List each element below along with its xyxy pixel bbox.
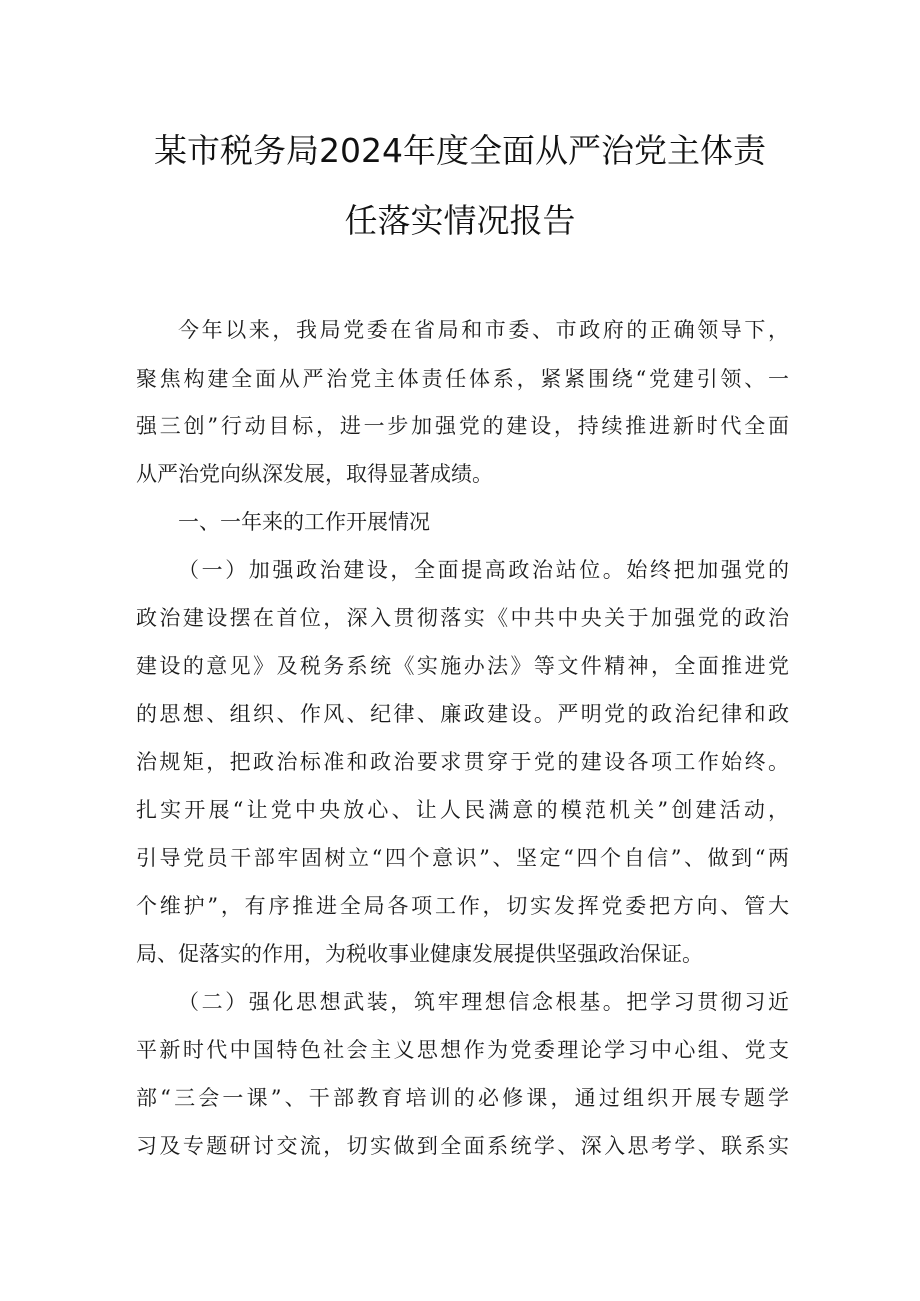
paragraph-1-line-5: 治规矩，把政治标准和政治要求贯穿于党的建设各项工作始终。 bbox=[136, 750, 789, 774]
paragraph-intro-line-1: 今年以来，我局党委在省局和市委、市政府的正确领导下， bbox=[178, 318, 789, 342]
paragraph-2-line-3: 部“三会一课”、干部教育培训的必修课，通过组织开展专题学 bbox=[136, 1086, 789, 1110]
paragraph-2-line-1: （二）强化思想武装，筑牢理想信念根基。把学习贯彻习近 bbox=[178, 990, 789, 1014]
document-title-line-2: 任落实情况报告 bbox=[344, 201, 576, 240]
paragraph-1-line-7: 引导党员干部牢固树立“四个意识”、坚定“四个自信”、做到“两 bbox=[136, 846, 789, 870]
section-heading-1: 一、一年来的工作开展情况 bbox=[178, 510, 430, 534]
paragraph-intro-line-3: 强三创”行动目标，进一步加强党的建设，持续推进新时代全面 bbox=[136, 414, 789, 438]
paragraph-2-line-2: 平新时代中国特色社会主义思想作为党委理论学习中心组、党支 bbox=[136, 1038, 789, 1062]
paragraph-1-line-2: 政治建设摆在首位，深入贯彻落实《中共中央关于加强党的政治 bbox=[136, 606, 789, 630]
paragraph-1-line-6: 扎实开展“让党中央放心、让人民满意的模范机关”创建活动， bbox=[136, 798, 789, 822]
paragraph-1-line-3: 建设的意见》及税务系统《实施办法》等文件精神，全面推进党 bbox=[136, 654, 789, 678]
paragraph-2-line-4: 习及专题研讨交流，切实做到全面系统学、深入思考学、联系实 bbox=[136, 1134, 789, 1158]
paragraph-intro-line-2: 聚焦构建全面从严治党主体责任体系，紧紧围绕“党建引领、一 bbox=[136, 367, 789, 391]
paragraph-1-line-9: 局、促落实的作用，为税收事业健康发展提供坚强政治保证。 bbox=[136, 942, 703, 966]
document-title-line-1: 某市税务局2024年度全面从严治党主体责 bbox=[154, 131, 766, 170]
paragraph-1-line-4: 的思想、组织、作风、纪律、廉政建设。严明党的政治纪律和政 bbox=[136, 702, 789, 726]
paragraph-1-line-8: 个维护”，有序推进全局各项工作，切实发挥党委把方向、管大 bbox=[136, 894, 789, 918]
paragraph-1-line-1: （一）加强政治建设，全面提高政治站位。始终把加强党的 bbox=[178, 558, 789, 582]
paragraph-intro-line-4: 从严治党向纵深发展，取得显著成绩。 bbox=[136, 462, 493, 486]
